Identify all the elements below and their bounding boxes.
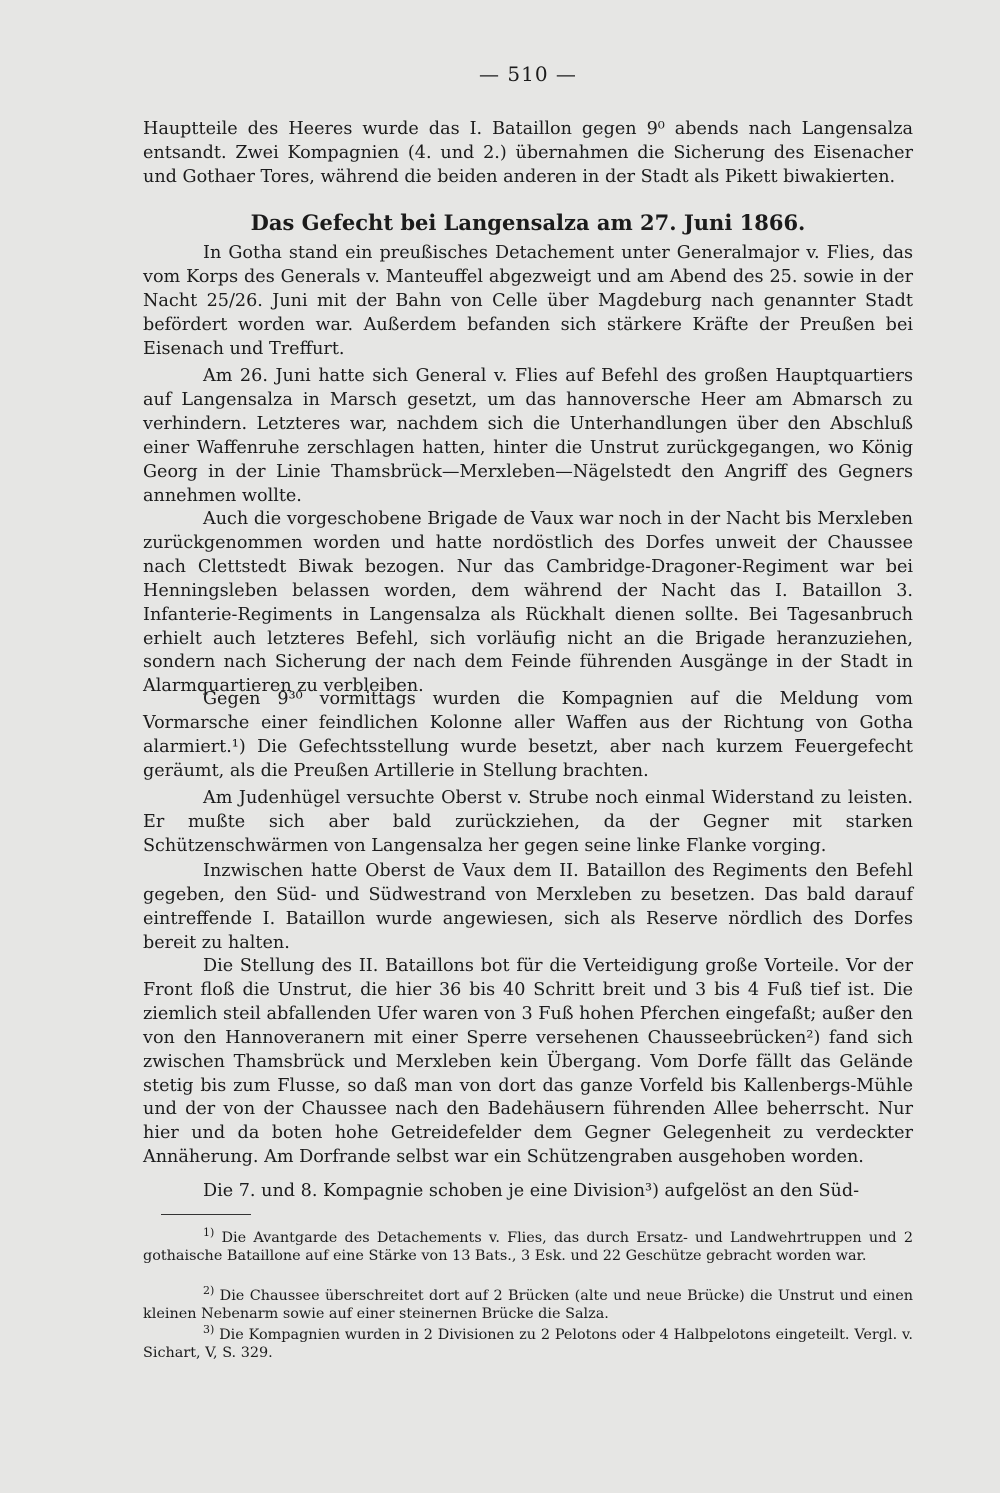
footnote-1-text: Die Avantgarde des Detachements v. Flies, das durch Ersatz- und Landwehrtruppen und 2 gothaische Bataillone auf eine Stärke von 13 Bats., 3 Esk. und 22 Geschütze gebracht worden war. [143, 1229, 913, 1265]
footnote-2-mark: 2) [203, 1284, 215, 1297]
section-heading: Das Gefecht bei Langensalza am 27. Juni 1866. [250, 210, 806, 235]
footnote-2-text: Die Chaussee überschreitet dort auf 2 Brücken (alte und neue Brücke) die Unstrut und einen kleinen Nebenarm sowie auf einer steinernen Brücke die Salza. [143, 1287, 913, 1323]
paragraph-june-26: Am 26. Juni hatte sich General v. Flies auf Befehl des großen Hauptquartiers auf Langensalza in Marsch gesetzt, um das hannoversche Heer am Abmarsch zu verhindern. Letzteres war, nachdem sich die Unterhandlungen über den Abschluß einer Waffenruhe zerschlagen hatten, hinter die Unstrut zurückgegangen, wo König Georg in der Linie Thamsbrück—Merxleben—Nägelstedt den Angriff des Gegners annehmen wollte. [143, 366, 913, 506]
footnote-2 [143, 1282, 913, 1324]
paragraph-position: Die Stellung des II. Bataillons bot für die Verteidigung große Vorteile. Vor der Front floß die Unstrut, die hier 36 bis 40 Schritt breit und 3 bis 4 Fuß tief ist. Die ziemlich steil abfallenden Ufer waren von 3 Fuß hohen Pferchen eingefaßt; außer den von den Hannoveranern mit einer Sperre versehenen Chausseebrücken²) fand sich zwischen Thamsbrück und Merxleben kein Übergang. Vom Dorfe fällt das Gelände stetig bis zum Flusse, so daß man von dort das ganze Vorfeld bis Kallenbergs-Mühle und der von der Chaussee nach den Badehäusern führenden Allee beherrscht. Nur hier und da boten hohe Getreidefelder dem Gegner Gelegenheit zu verdeckter Annäherung. Am Dorfrande selbst war ein Schützengraben ausgehoben worden. [143, 956, 913, 1168]
page-number: — 510 — [479, 62, 577, 86]
footnote-3 [143, 1321, 913, 1363]
footnote-1 [143, 1224, 913, 1266]
paragraph-companies: Die 7. und 8. Kompagnie schoben je eine Division³) aufgelöst an den Süd- [203, 1181, 860, 1201]
paragraph-gotha: In Gotha stand ein preußisches Detachement unter Generalmajor v. Flies, das vom Korps des Generals v. Manteuffel abgezweigt und am Abend des 25. sowie in der Nacht 25/26. Juni mit der Bahn von Celle über Magdeburg nach genannter Stadt befördert worden war. Außerdem befanden sich stärkere Kräfte der Preußen bei Eisenach und Treffurt. [143, 243, 913, 359]
footnote-3-mark: 3) [203, 1323, 215, 1336]
paragraph-brigade-de-vaux: Auch die vorgeschobene Brigade de Vaux war noch in der Nacht bis Merxleben zurückgenommen worden und hatte nordöstlich des Dorfes unweit der Chaussee nach Clettstedt Biwak bezogen. Nur das Cambridge-Dragoner-Regiment war bei Henningsleben belassen worden, dem während der Nacht das I. Bataillon 3. Infanterie-Regiments in Langensalza als Rückhalt dienen sollte. Bei Tagesanbruch erhielt auch letzteres Befehl, sich vorläufig nicht an die Brigade heranzuziehen, sondern nach Sicherung der nach dem Feinde führenden Ausgänge in der Stadt in Alarmquartieren zu verbleiben. [143, 509, 913, 697]
paragraph-judenhuegel: Am Judenhügel versuchte Oberst v. Strube noch einmal Widerstand zu leisten. Er mußte sich aber bald zurückziehen, da der Gegner mit starken Schützenschwärmen von Langensalza her gegen seine linke Flanke vorging. [143, 788, 913, 856]
footnote-1-mark: 1) [203, 1226, 215, 1239]
footnote-divider [161, 1214, 251, 1215]
intro-paragraph: Hauptteile des Heeres wurde das I. Bataillon gegen 9⁰ abends nach Langensalza entsandt. Zwei Kompagnien (4. und 2.) übernahmen die Sicherung des Eisenacher und Gothaer Tores, während die beiden anderen in der Stadt als Pikett biwakierten. [143, 119, 913, 187]
paragraph-alarm: Gegen 9³⁰ vormittags wurden die Kompagnien auf die Meldung vom Vormarsche einer feindlichen Kolonne aller Waffen aus der Richtung von Gotha alarmiert.¹) Die Gefechtsstellung wurde besetzt, aber nach kurzem Feuergefecht geräumt, als die Preußen Artillerie in Stellung brachten. [143, 689, 913, 781]
footnote-3-text: Die Kompagnien wurden in 2 Divisionen zu 2 Pelotons oder 4 Halbpelotons eingeteilt. Vergl. v. Sichart, V, S. 329. [143, 1326, 914, 1362]
paragraph-de-vaux-order: Inzwischen hatte Oberst de Vaux dem II. Bataillon des Regiments den Befehl gegeben, den Süd- und Südwestrand von Merxleben zu besetzen. Das bald darauf eintreffende I. Bataillon wurde angewiesen, sich als Reserve nördlich des Dorfes bereit zu halten. [143, 861, 913, 953]
